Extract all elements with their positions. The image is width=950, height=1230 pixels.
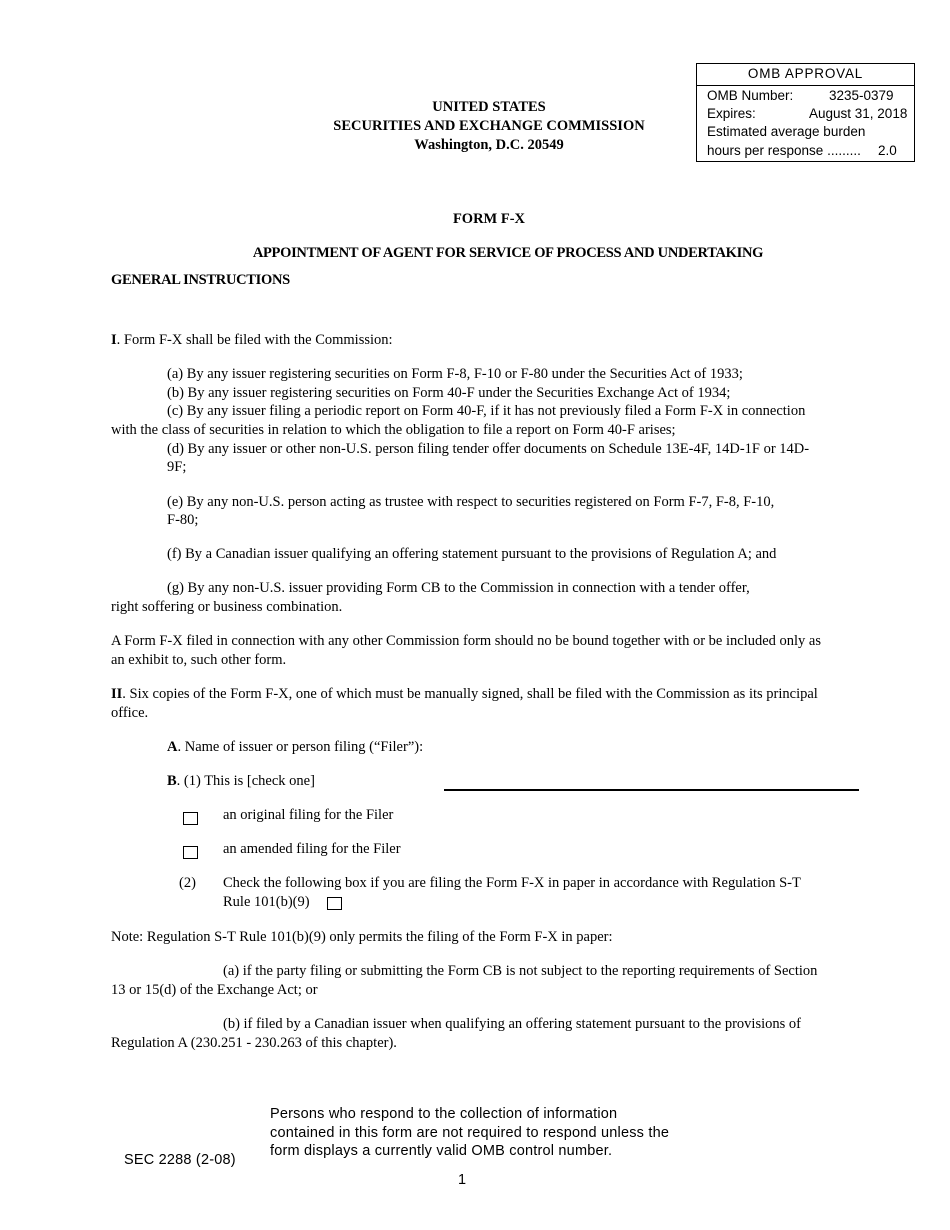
omb-notice-line1: Persons who respond to the collection of information bbox=[270, 1106, 618, 1122]
omb-number-label: OMB Number: bbox=[707, 88, 794, 103]
form-code: SEC 2288 (2-08) bbox=[124, 1152, 236, 1168]
omb-expires-label: Expires: bbox=[707, 106, 756, 121]
section-1-marker: I bbox=[111, 332, 117, 348]
regulation-note-b-line1: (b) if filed by a Canadian issuer when qualifying an offering statement pursuant to the provisions of bbox=[223, 1016, 801, 1032]
section-1-item-g-line2: right soffering or business combination. bbox=[111, 599, 343, 615]
omb-burden-value: 2.0 bbox=[878, 143, 897, 158]
original-filing-checkbox[interactable] bbox=[183, 812, 198, 825]
section-1-item-b: (b) By any issuer registering securities on Form 40-F under the Securities Exchange Act of 1934; bbox=[167, 385, 731, 401]
item-2-number: (2) bbox=[179, 875, 196, 891]
part-a-marker: A bbox=[167, 739, 178, 755]
part-b-marker: B bbox=[167, 773, 177, 789]
omb-notice-line2: contained in this form are not required to respond unless the bbox=[270, 1124, 670, 1141]
section-1-intro bbox=[111, 332, 393, 349]
omb-burden-row-2 bbox=[707, 141, 911, 160]
section-1-item-f: (f) By a Canadian issuer qualifying an offering statement pursuant to the provisions of Regulation A; and bbox=[167, 546, 777, 562]
omb-burden-label-1: Estimated average burden bbox=[707, 124, 866, 139]
section-1-item-g-line1: (g) By any non-U.S. issuer providing Form CB to the Commission in connection with a tender offer, bbox=[167, 580, 750, 596]
omb-burden-label-2: hours per response ......... bbox=[707, 143, 861, 158]
filer-name-field[interactable] bbox=[444, 789, 859, 791]
form-subtitle: APPOINTMENT OF AGENT FOR SERVICE OF PROCESS AND UNDERTAKING bbox=[252, 245, 764, 261]
section-1-note-line1: A Form F-X filed in connection with any other Commission form should no be bound together with or be included only as bbox=[111, 633, 822, 649]
filing-type-label bbox=[167, 773, 315, 790]
section-2-text: . Six copies of the Form F-X, one of which must be manually signed, shall be filed with the Commission as its principal bbox=[122, 686, 818, 702]
section-1-item-a: (a) By any issuer registering securities on Form F-8, F-10 or F-80 under the Securities Act of 1933; bbox=[167, 366, 743, 382]
regulation-note-a-line1: (a) if the party filing or submitting the Form CB is not subject to the reporting requirements of Section bbox=[223, 963, 818, 979]
item-2-text-line1: Check the following box if you are filing the Form F-X in paper in accordance with Regulation S-T bbox=[223, 875, 801, 891]
section-2-text-line2: office. bbox=[111, 705, 149, 721]
omb-notice-line3: form displays a currently valid OMB control number. bbox=[270, 1143, 613, 1159]
omb-number-row bbox=[707, 86, 911, 105]
general-instructions-heading: GENERAL INSTRUCTIONS bbox=[111, 272, 290, 288]
amended-filing-checkbox[interactable] bbox=[183, 846, 198, 859]
amended-filing-label: an amended filing for the Filer bbox=[223, 841, 401, 857]
omb-approval-title: OMB APPROVAL bbox=[697, 64, 914, 86]
section-1-item-d-line1: (d) By any issuer or other non-U.S. person filing tender offer documents on Schedule 13E-4F, 14D-1F or 14D- bbox=[167, 441, 810, 457]
item-2-text-line2: Rule 101(b)(9) bbox=[223, 894, 310, 910]
omb-notice bbox=[270, 1105, 740, 1161]
section-2-intro bbox=[111, 686, 818, 703]
section-1-item-e-line2: F-80; bbox=[167, 512, 199, 528]
section-1-item-c-line1: (c) By any issuer filing a periodic report on Form 40-F, if it has not previously filed a Form F-X in connection bbox=[167, 403, 806, 419]
omb-burden-row-1 bbox=[707, 122, 911, 141]
filer-name-label bbox=[167, 739, 423, 756]
regulation-note-intro: Note: Regulation S-T Rule 101(b)(9) only permits the filing of the Form F-X in paper: bbox=[111, 929, 613, 945]
section-1-item-c-line2: with the class of securities in relation to which the obligation to file a report on Form 40-F arises; bbox=[111, 422, 676, 438]
section-1-text: . Form F-X shall be filed with the Commission: bbox=[116, 332, 393, 348]
page-number: 1 bbox=[458, 1172, 467, 1188]
section-1-note-line2: an exhibit to, such other form. bbox=[111, 652, 287, 668]
header-address: Washington, D.C. 20549 bbox=[414, 137, 564, 153]
header-agency: SECURITIES AND EXCHANGE COMMISSION bbox=[333, 118, 645, 134]
section-1-item-d-line2: 9F; bbox=[167, 459, 187, 475]
omb-number-value: 3235-0379 bbox=[829, 88, 894, 103]
part-b-text: . (1) This is [check one] bbox=[176, 773, 315, 789]
form-title: FORM F-X bbox=[452, 211, 526, 227]
omb-expires-value: August 31, 2018 bbox=[809, 106, 908, 121]
section-1-item-e-line1: (e) By any non-U.S. person acting as trustee with respect to securities registered on Form F-7, F-8, F-10, bbox=[167, 494, 775, 510]
original-filing-label: an original filing for the Filer bbox=[223, 807, 394, 823]
header-country: UNITED STATES bbox=[432, 99, 546, 115]
regulation-note-a-line2: 13 or 15(d) of the Exchange Act; or bbox=[111, 982, 318, 998]
regulation-note-b-line2: Regulation A (230.251 - 230.263 of this chapter). bbox=[111, 1035, 397, 1051]
omb-expires-row bbox=[707, 104, 911, 123]
paper-filing-checkbox[interactable] bbox=[327, 897, 342, 910]
omb-approval-box bbox=[696, 63, 915, 162]
section-2-marker: II bbox=[111, 686, 123, 702]
part-a-text: . Name of issuer or person filing (“Filer”): bbox=[177, 739, 424, 755]
